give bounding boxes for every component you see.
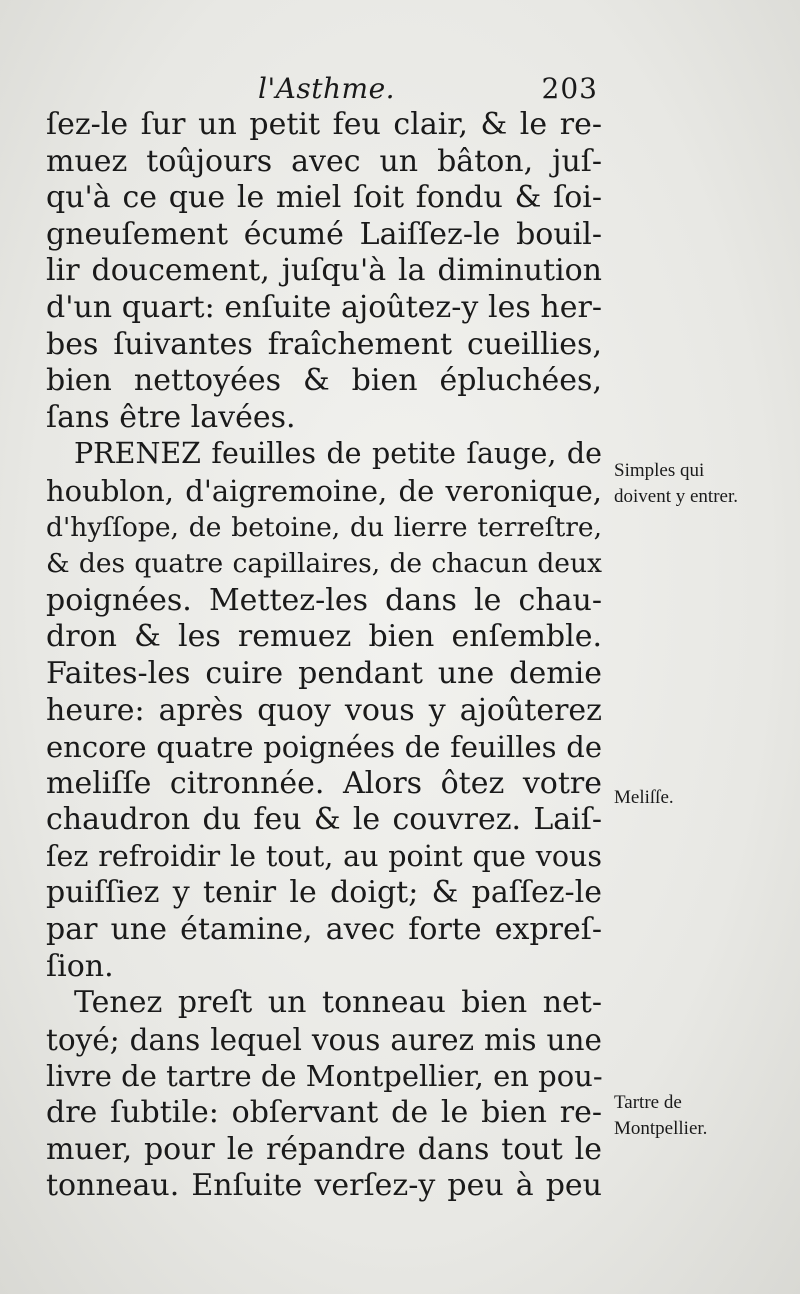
margin-note-tartre: Tartre de Montpellier.: [614, 1092, 708, 1139]
text-line-2: muez toûjours avec un bâton, juſ-: [46, 143, 602, 179]
text-line-19: meliſſe citronnée. Alors ôtez votre: [46, 765, 602, 801]
page-number: 203: [541, 72, 598, 105]
text-line-16: Faites-les cuire pendant une demie: [46, 655, 602, 691]
text-line-28: dre ſubtile: obſervant de le bien re-: [46, 1095, 602, 1131]
body-text: [46, 107, 602, 1205]
text-line-23: par une étamine, avec forte expreſ-: [46, 912, 602, 948]
text-line-21: ſez refroidir le tout, au point que vous: [46, 839, 602, 873]
text-line-29: muer, pour le répandre dans tout le: [46, 1131, 602, 1167]
running-head: [258, 72, 598, 112]
text-line-27: livre de tartre de Montpellier, en pou-: [46, 1059, 603, 1094]
text-line-30: tonneau. Enſuite verſez-y peu à peu: [46, 1168, 602, 1204]
text-line-26: toyé; dans lequel vous aurez mis une: [46, 1022, 602, 1057]
margin-note-melisse: Meliſſe.: [614, 787, 674, 808]
text-line-22: puiſſiez y tenir le doigt; & paſſez-le: [46, 875, 602, 911]
text-line-17: heure: après quoy vous y ajoûterez: [46, 692, 602, 728]
text-line-7: bes ſuivantes fraîchement cueillies,: [46, 326, 602, 362]
text-line-6: d'un quart: enſuite ajoûtez-y les her-: [46, 289, 602, 325]
text-line-18: encore quatre poignées de feuilles de: [46, 730, 602, 765]
text-line-24: ſion.: [46, 948, 114, 984]
text-line-8: bien nettoyées & bien épluchées,: [46, 363, 602, 399]
text-line-13: & des quatre capillaires, de chacun deux: [46, 548, 602, 580]
running-head-title: l'Asthme.: [258, 72, 396, 105]
text-line-25: Tenez preſt un tonneau bien net-: [74, 985, 602, 1021]
text-line-5: lir doucement, juſqu'à la diminution: [46, 253, 602, 289]
text-line-12: d'hyſſope, de betoine, du lierre terreſtre,: [46, 511, 602, 543]
text-line-3: qu'à ce que le miel ſoit fondu & ſoi-: [46, 180, 602, 216]
text-line-10: PRENEZ feuilles de petite ſauge, de: [74, 437, 602, 471]
margin-note-simples: Simples qui doivent y entrer.: [614, 460, 738, 507]
text-line-1: ſez-le ſur un petit feu clair, & le re-: [46, 107, 602, 142]
text-line-14: poignées. Mettez-les dans le chau-: [46, 582, 602, 618]
text-line-4: gneuſement écumé Laiſſez-le bouil-: [46, 216, 602, 252]
text-line-15: dron & les remuez bien enſemble.: [46, 619, 602, 655]
text-line-11: houblon, d'aigremoine, de veronique,: [46, 473, 602, 508]
text-line-9: ſans être lavées.: [46, 399, 296, 435]
text-line-20: chaudron du feu & le couvrez. Laiſ-: [46, 802, 602, 838]
